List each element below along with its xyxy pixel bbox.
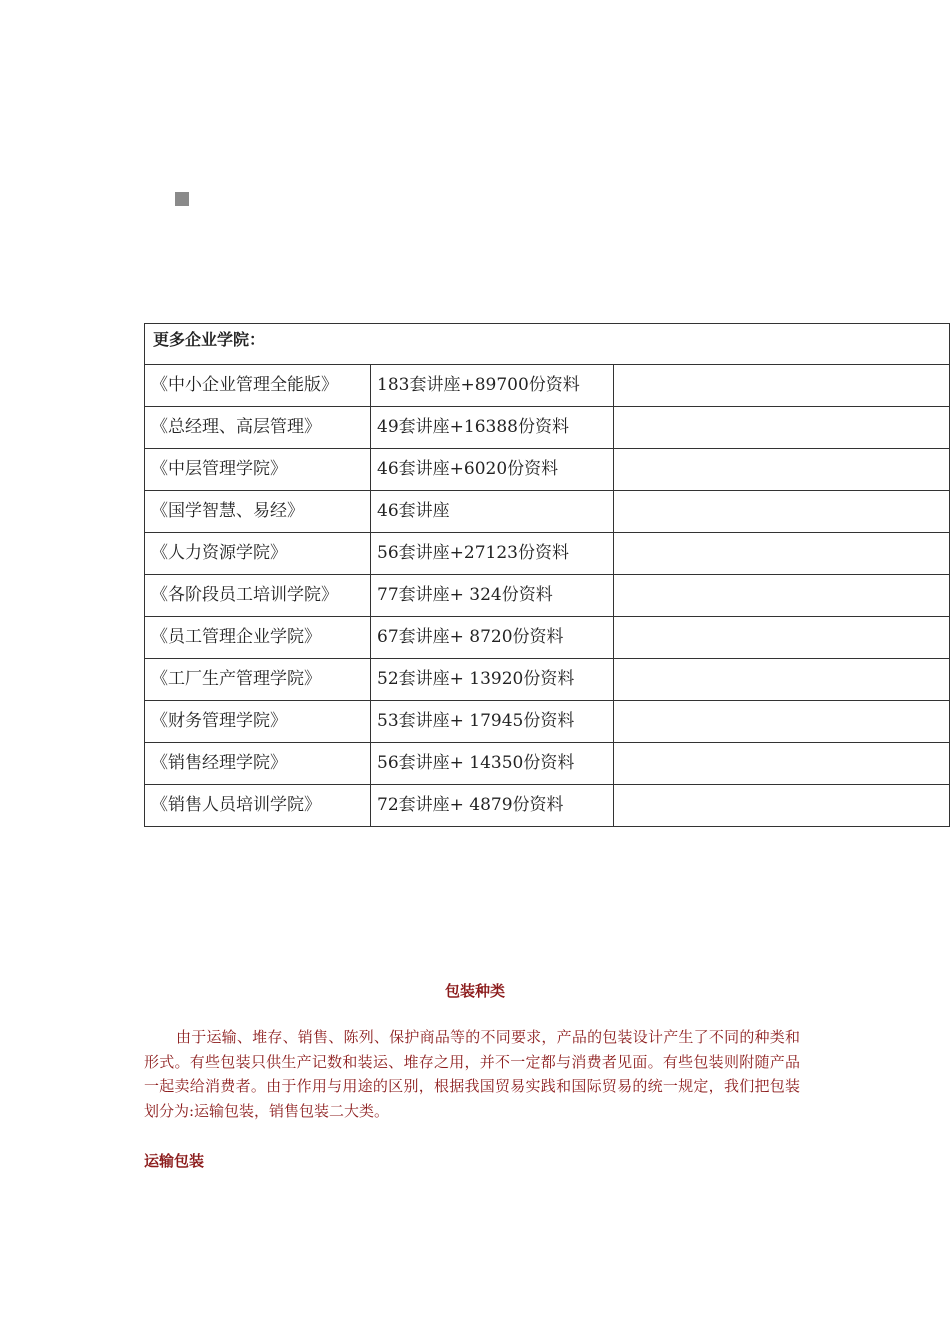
academy-name: 《中层管理学院》 [145,449,371,491]
academy-content: 72套讲座+ 4879份资料 [371,785,614,827]
table-row [145,659,950,701]
table-row [145,617,950,659]
academy-name: 《各阶段员工培训学院》 [145,575,371,617]
academy-content: 53套讲座+ 17945份资料 [371,701,614,743]
academy-name: 《销售经理学院》 [145,743,371,785]
academy-name: 《工厂生产管理学院》 [145,659,371,701]
table-row [145,533,950,575]
body-paragraph: 由于运输、堆存、销售、陈列、保护商品等的不同要求，产品的包装设计产生了不同的种类和形式。有些包装只供生产记数和装运、堆存之用，并不一定都与消费者见面。有些包装则附随产品一起卖给消费者。由于作用与用途的区别，根据我国贸易实践和国际贸易的统一规定，我们把包装划分为:运输包装，销售包装二大类。 [144,1028,800,1120]
academy-name: 《财务管理学院》 [145,701,371,743]
academy-extra [614,659,950,701]
academy-name: 《人力资源学院》 [145,533,371,575]
table-header: 更多企业学院： [145,324,950,365]
bullet-square-icon [175,192,189,206]
academy-content: 46套讲座+6020份资料 [371,449,614,491]
academy-name: 《国学智慧、易经》 [145,491,371,533]
academy-extra [614,701,950,743]
academy-name: 《中小企业管理全能版》 [145,365,371,407]
academy-content: 52套讲座+ 13920份资料 [371,659,614,701]
academy-extra [614,617,950,659]
academy-extra [614,575,950,617]
academy-extra [614,533,950,575]
table-row [145,785,950,827]
academy-name: 《总经理、高层管理》 [145,407,371,449]
table-row [145,491,950,533]
academy-content: 77套讲座+ 324份资料 [371,575,614,617]
section-title: 包装种类 [444,982,505,1000]
table-row [145,743,950,785]
table-row [145,701,950,743]
academy-extra [614,491,950,533]
table-row [145,365,950,407]
academy-content: 49套讲座+16388份资料 [371,407,614,449]
table-row [145,575,950,617]
academy-content: 56套讲座+27123份资料 [371,533,614,575]
academy-content: 46套讲座 [371,491,614,533]
table-row [145,407,950,449]
academy-content: 56套讲座+ 14350份资料 [371,743,614,785]
table-header-row [145,324,950,365]
academy-extra [614,407,950,449]
subsection-title: 运输包装 [144,1152,205,1170]
table-row [145,449,950,491]
academy-extra [614,449,950,491]
academy-extra [614,365,950,407]
academy-extra [614,743,950,785]
academy-content: 183套讲座+89700份资料 [371,365,614,407]
academy-content: 67套讲座+ 8720份资料 [371,617,614,659]
academy-name: 《销售人员培训学院》 [145,785,371,827]
academy-extra [614,785,950,827]
academy-table [144,323,950,827]
academy-name: 《员工管理企业学院》 [145,617,371,659]
